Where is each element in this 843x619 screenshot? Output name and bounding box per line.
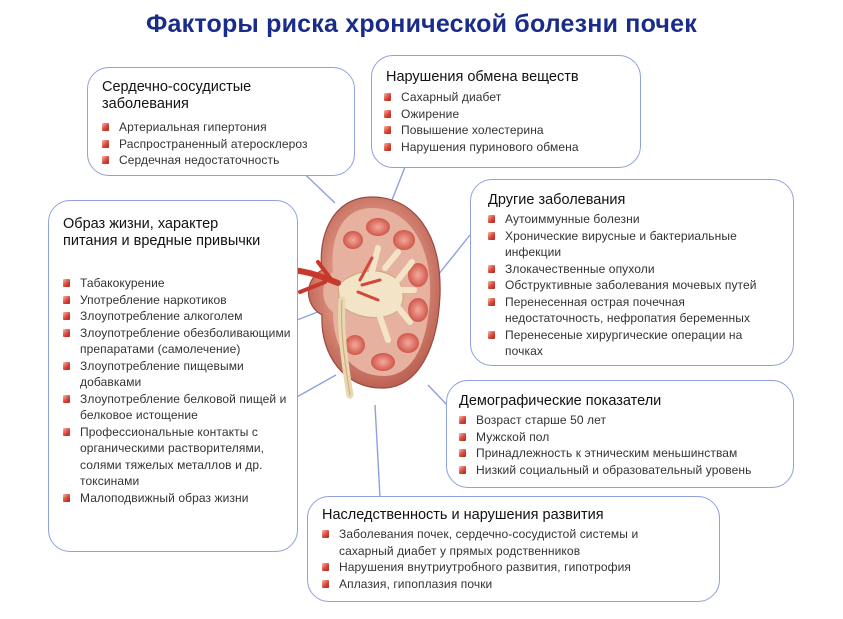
box-cardiovascular (87, 67, 355, 176)
list-item: Злоупотребление пищевыми добавками (63, 358, 291, 391)
list-item: Повышение холестерина (384, 122, 634, 139)
list-item: Аутоиммунные болезни (488, 211, 780, 228)
list-item: Перенесенная острая почечная недостаточность, нефропатия беременных (488, 294, 780, 327)
list-item: Злоупотребление белковой пищей и белковое истощение (63, 391, 291, 424)
box-cardiovascular-title: Сердечно-сосудистые заболевания (102, 79, 252, 112)
list-item: Нарушения внутриутробного развития, гипотрофия (322, 559, 692, 576)
list-item: Заболевания почек, сердечно-сосудистой системы и сахарный диабет у прямых родственников (322, 526, 692, 559)
list-item: Распространенный атеросклероз (102, 136, 352, 153)
list-item: Возраст старше 50 лет (459, 412, 789, 429)
list-item: Злокачественные опухоли (488, 261, 780, 278)
box-demographic (446, 380, 794, 488)
list-item: Сахарный диабет (384, 89, 634, 106)
box-lifestyle-title: Образ жизни, характер питания и вредные привычки (63, 216, 261, 249)
list-item: Артериальная гипертония (102, 119, 352, 136)
list-item: Обструктивные заболевания мочевых путей (488, 277, 780, 294)
connector-line (295, 375, 336, 398)
list-item: Профессиональные контакты с органическими растворителями, солями тяжелых металлов и др. токсинами (63, 424, 291, 490)
diagram-title: Факторы риска хронической болезни почек (146, 10, 697, 38)
box-heredity (307, 496, 720, 602)
list-item: Принадлежность к этническим меньшинствам (459, 445, 789, 462)
box-lifestyle (48, 200, 298, 552)
list-item: Злоупотребление алкоголем (63, 308, 291, 325)
list-item: Злоупотребление обезболивающими препаратами (самолечение) (63, 325, 291, 358)
list-item: Употребление наркотиков (63, 292, 291, 309)
connector-line (392, 167, 405, 200)
box-metabolic-title: Нарушения обмена веществ (386, 69, 579, 85)
list-item: Малоподвижный образ жизни (63, 490, 291, 507)
list-item: Аплазия, гипоплазия почки (322, 576, 692, 593)
box-other-diseases-title: Другие заболевания (488, 192, 626, 208)
kidney-icon (292, 197, 440, 395)
connector-line (375, 405, 380, 497)
box-other-diseases (470, 179, 794, 366)
list-item: Ожирение (384, 106, 634, 123)
list-item: Хронические вирусные и бактериальные инфекции (488, 228, 780, 261)
box-metabolic (371, 55, 641, 168)
list-item: Сердечная недостаточность (102, 152, 352, 169)
list-item: Мужской пол (459, 429, 789, 446)
box-demographic-title: Демографические показатели (459, 393, 662, 409)
box-heredity-title: Наследственность и нарушения развития (322, 507, 604, 523)
list-item: Табакокурение (63, 275, 291, 292)
list-item: Перенесеные хирургические операции на почках (488, 327, 780, 360)
connector-line (428, 385, 447, 405)
list-item: Низкий социальный и образовательный уровень (459, 462, 789, 479)
list-item: Нарушения пуринового обмена (384, 139, 634, 156)
